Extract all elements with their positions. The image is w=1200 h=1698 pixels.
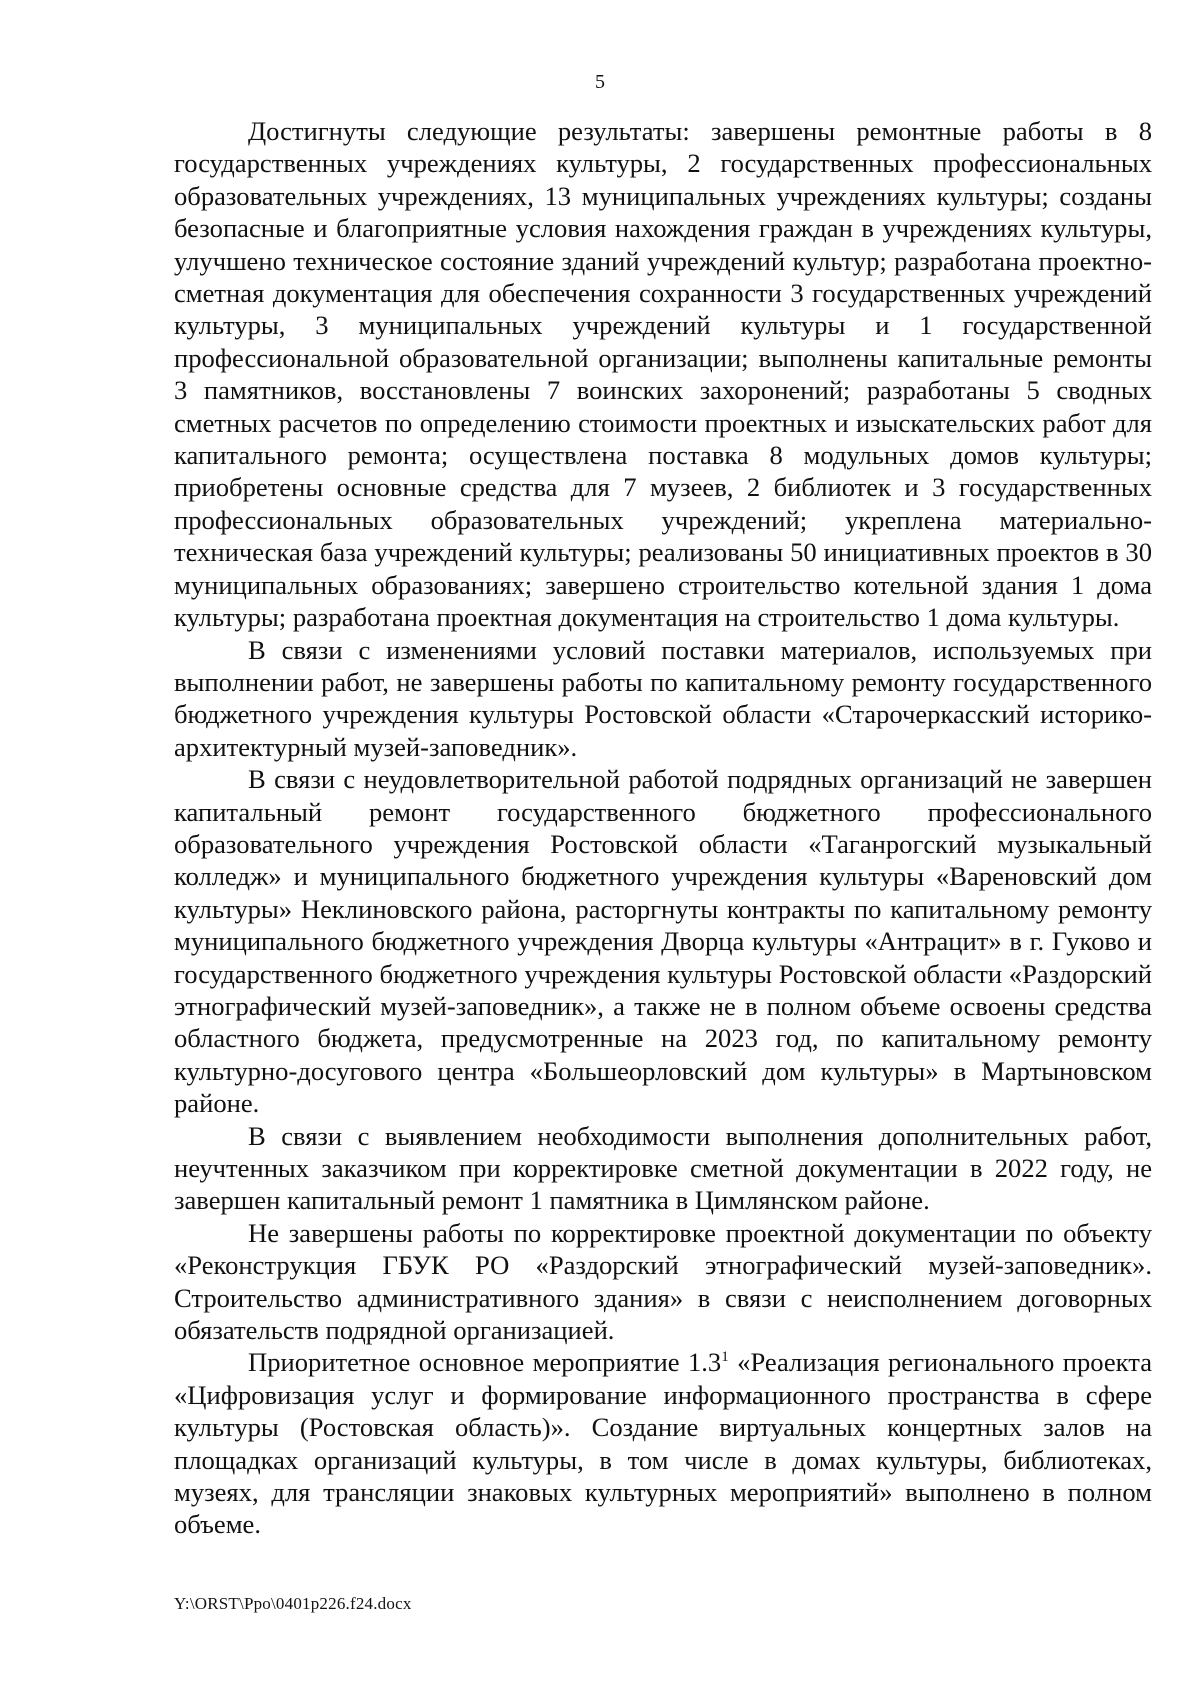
priority-measure-text-start: Приоритетное основное мероприятие 1.3 bbox=[248, 1347, 722, 1378]
paragraph-contractors: В связи с неудовлетворительной работой подрядных организаций не завершен капитальный ремонт государственного бюджетного профессионального образовательного учреждения Ростовской области «Таганрогский музыкальный колледж» и муниципального бюджетного учреждения культуры «Вареновский дом культуры» Неклиновского района, расторгнуты контракты по капитальному ремонту муниципального бюджетного учреждения Дворца культуры «Антрацит» в г. Гуково и государственного бюджетного учреждения культуры Ростовской области «Раздорский этнографический музей-заповедник», а также не в полном объеме освоены средства областного бюджета, предусмотренные на 2023 год, по капитальному ремонту культурно-досугового центра «Большеорловский дом культуры» в Мартыновском районе. bbox=[174, 764, 1152, 1119]
file-path-footer: Y:\ORST\Ppo\0401p226.f24.docx bbox=[174, 1594, 412, 1613]
paragraph-razdorsky: Не завершены работы по корректировке проектной документации по объекту «Реконструкция ГБУК РО «Раздорский этнографический музей-заповедник». Строительство административного здания» в связи с неисполнением договорных обязательств подрядной организацией. bbox=[174, 1217, 1152, 1346]
paragraph-results: Достигнуты следующие результаты: завершены ремонтные работы в 8 государственных учреждениях культуры, 2 государственных профессиональных образовательных учреждениях, 13 муниципальных учреждениях культуры; созданы безопасные и благоприятные условия нахождения граждан в учреждениях культуры, улучшено техническое состояние зданий учреждений культур; разработана проектно-сметная документация для обеспечения сохранности 3 государственных учреждений культуры, 3 муниципальных учреждений культуры и 1 государственной профессиональной образовательной организации; выполнены капитальные ремонты 3 памятников, восстановлены 7 воинских захоронений; разработаны 5 сводных сметных расчетов по определению стоимости проектных и изыскательских работ для капитального ремонта; осуществлена поставка 8 модульных домов культуры; приобретены основные средства для 7 музеев, 2 библиотек и 3 государственных профессиональных образовательных учреждений; укреплена материально-техническая база учреждений культуры; реализованы 50 инициативных проектов в 30 муниципальных образованиях; завершено строительство котельной здания 1 дома культуры; разработана проектная документация на строительство 1 дома культуры. bbox=[174, 116, 1152, 633]
paragraph-priority-measure bbox=[174, 1346, 1152, 1540]
paragraph-starocherkassk: В связи с изменениями условий поставки материалов, используемых при выполнении работ, не завершены работы по капитальному ремонту государственного бюджетного учреждения культуры Ростовской области «Старочеркасский историко-архитектурный музей-заповедник». bbox=[174, 634, 1152, 762]
paragraph-tsimlyansk: В связи с выявлением необходимости выполнения дополнительных работ, неучтенных заказчиком при корректировке сметной документации в 2022 году, не завершен капитальный ремонт 1 памятника в Цимлянском районе. bbox=[174, 1120, 1152, 1216]
page-number: 5 bbox=[595, 71, 605, 93]
document-body bbox=[174, 115, 1152, 1541]
priority-measure-text-end: «Реализация регионального проекта «Цифровизация услуг и формирование информационного пространства в сфере культуры (Ростовская область)». Создание виртуальных концертных залов на площадках организаций культуры, в том числе в домах культуры, библиотеках, музеях, для трансляции знаковых культурных мероприятий» выполнено в полном объеме. bbox=[174, 1347, 1152, 1540]
footnote-marker: 1 bbox=[721, 1349, 729, 1366]
